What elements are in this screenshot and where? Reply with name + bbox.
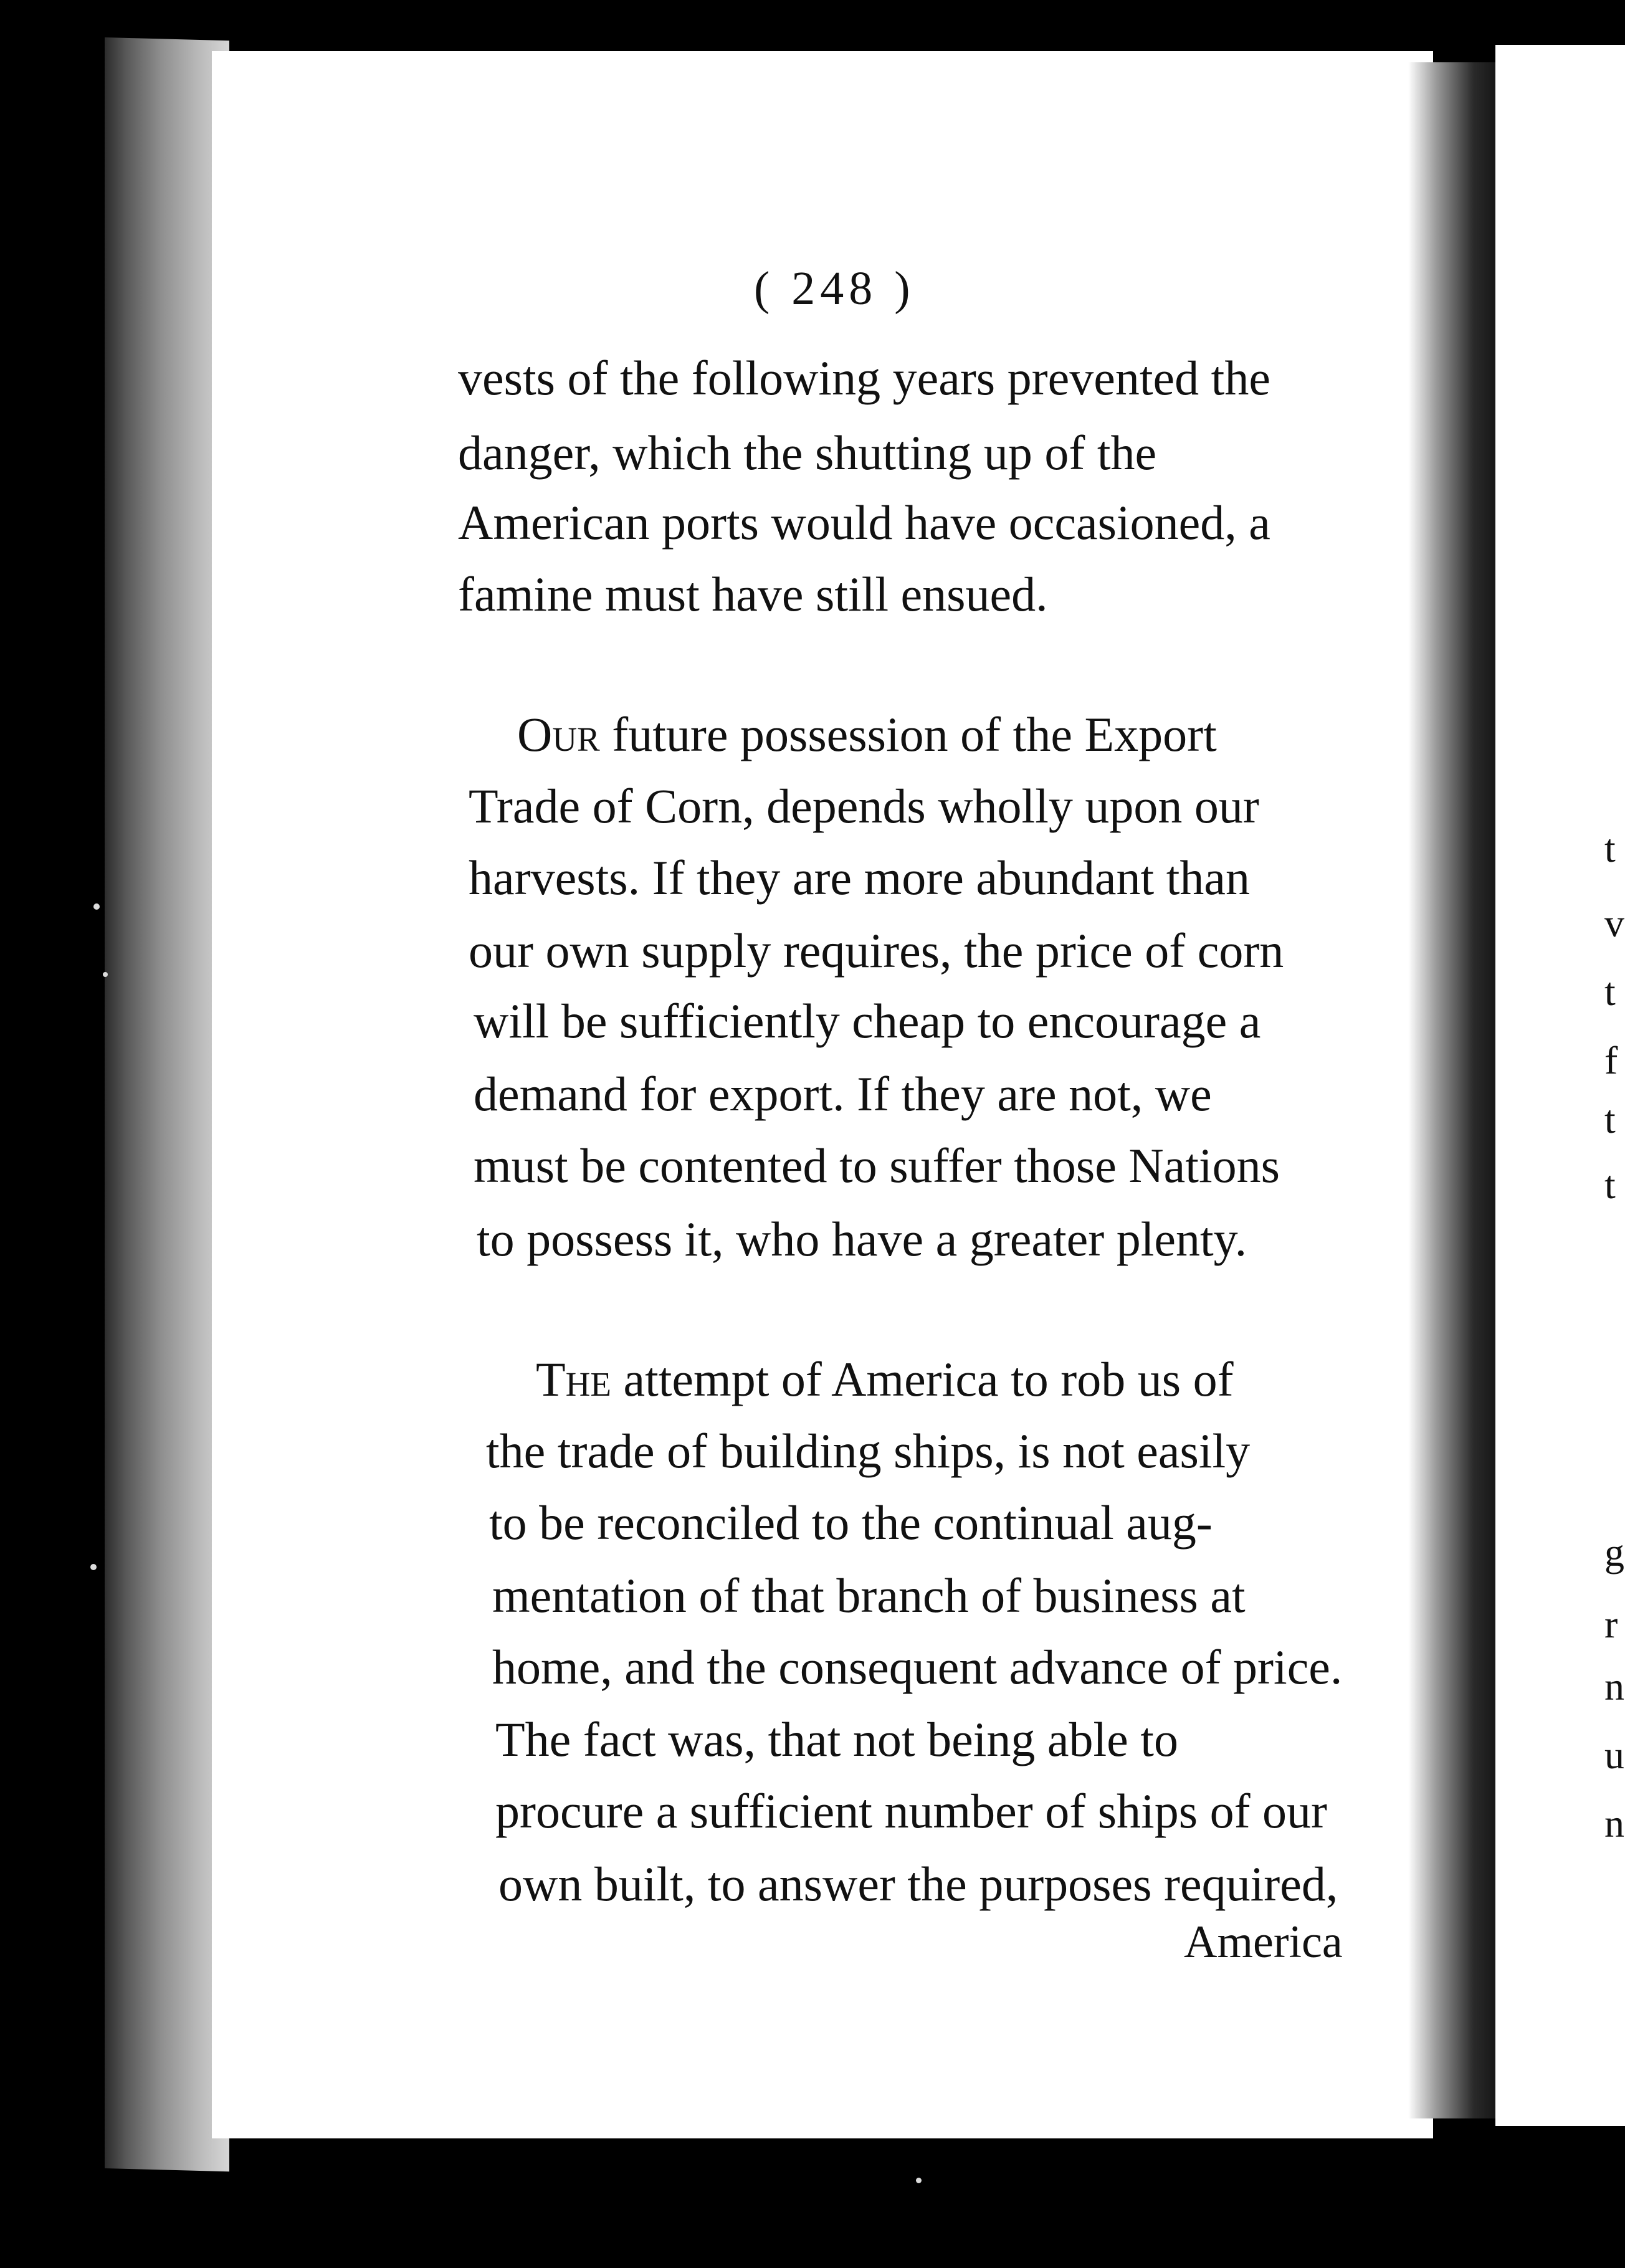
- catchword: America: [1184, 1917, 1343, 1968]
- text-line: must be contented to suffer those Nations: [474, 1138, 1280, 1193]
- dust-speck: [916, 2178, 922, 2183]
- facing-page-fragment: u: [1604, 1733, 1624, 1777]
- facing-page-fragment: r: [1604, 1602, 1618, 1646]
- text-line: to be reconciled to the continual aug-: [489, 1495, 1213, 1550]
- paragraph-lead-word: Our: [517, 707, 600, 761]
- facing-page-fragment: t: [1604, 826, 1616, 870]
- text-line: to possess it, who have a greater plenty.: [477, 1212, 1247, 1266]
- text-line-rest: future possession of the Export: [599, 707, 1217, 761]
- text-line: [536, 1352, 1234, 1406]
- facing-page-fragment: n: [1604, 1801, 1624, 1846]
- text-line: our own supply requires, the price of corn: [469, 923, 1284, 978]
- text-line: Trade of Corn, depends wholly upon our: [469, 779, 1259, 833]
- text-line: vests of the following years prevented the: [458, 351, 1270, 405]
- dust-speck: [93, 903, 100, 910]
- facing-page-fragment: t: [1604, 1163, 1616, 1207]
- text-line: [517, 707, 1217, 761]
- text-line: demand for export. If they are not, we: [474, 1067, 1212, 1121]
- text-line: the trade of building ships, is not easily: [486, 1424, 1251, 1478]
- text-line: The fact was, that not being able to: [495, 1712, 1178, 1766]
- facing-page-fragment: v: [1604, 901, 1624, 945]
- facing-page-fragment: f: [1604, 1038, 1618, 1082]
- text-line: famine must have still ensued.: [458, 567, 1048, 621]
- text-line: American ports would have occasioned, a: [458, 495, 1270, 550]
- facing-page-fragment: t: [1604, 970, 1616, 1014]
- facing-page-fragment: t: [1604, 1097, 1616, 1141]
- page-number: ( 248 ): [754, 262, 915, 315]
- text-line: own built, to answer the purposes required,: [498, 1857, 1338, 1911]
- paragraph-lead-word: The: [536, 1352, 611, 1406]
- text-line: will be sufficiently cheap to encourage a: [474, 994, 1261, 1048]
- text-line: harvests. If they are more abundant than: [469, 850, 1251, 905]
- text-line: home, and the consequent advance of price.: [492, 1640, 1343, 1694]
- text-line: mentation of that branch of business at: [492, 1568, 1246, 1622]
- page-edge: [105, 37, 229, 2171]
- text-line: danger, which the shutting up of the: [458, 426, 1157, 480]
- text-line: procure a sufficient number of ships of our: [495, 1784, 1328, 1838]
- facing-page-fragment: g: [1604, 1530, 1624, 1575]
- dust-speck: [90, 1564, 97, 1570]
- binding-gutter-shadow: [1408, 62, 1502, 2118]
- dust-speck: [103, 972, 108, 977]
- text-line-rest: attempt of America to rob us of: [611, 1352, 1234, 1406]
- facing-page-fragment: n: [1604, 1664, 1624, 1708]
